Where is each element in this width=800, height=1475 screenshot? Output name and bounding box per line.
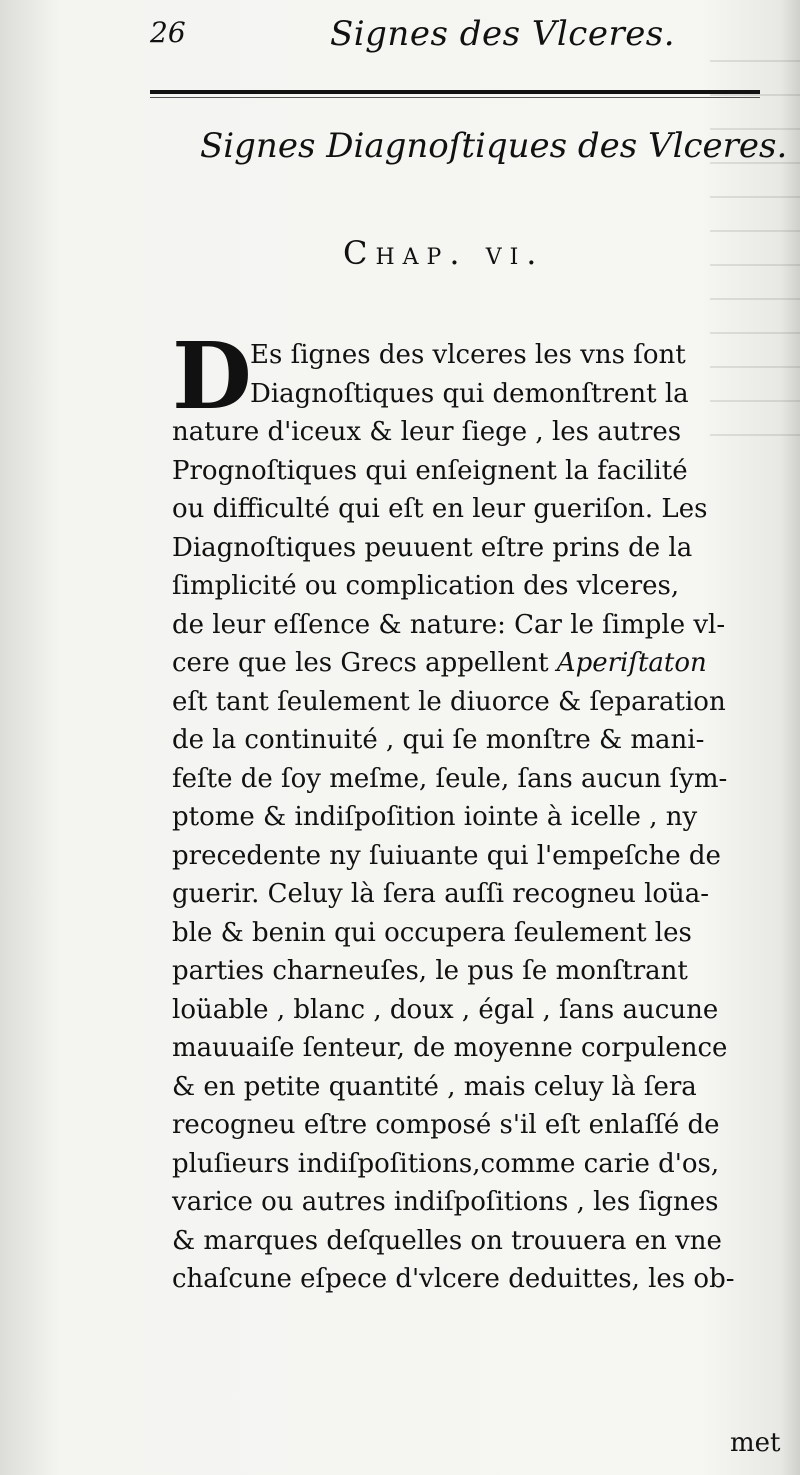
text-line: feſte de ſoy meſme, ſeule, ſans aucun ſym- (172, 763, 728, 794)
text-line: varice ou autres indiſpoſitions , les ſignes (172, 1187, 719, 1217)
chapter-heading: Chap. vi. (343, 234, 545, 272)
text-line: Es ſignes des vlceres les vns ſont (250, 340, 686, 370)
running-title: Signes des Vlceres. (330, 14, 676, 54)
section-title: Signes Diagnoſtiques des Vlceres. (200, 126, 788, 166)
page-number: 26 (150, 16, 186, 49)
text-line: de la continuité , qui ſe monſtre & mani- (172, 725, 705, 755)
text-line: guerir. Celuy là ſera auſſi recogneu loüa- (172, 879, 710, 909)
text-line: chaſcune eſpece d'vlcere deduittes, les ob- (172, 1264, 735, 1294)
greek-term: Aperiſtaton (556, 648, 707, 678)
text-line: ſimplicité ou complication des vlceres, (172, 571, 680, 601)
text-line: eſt tant ſeulement le diuorce & ſeparation (172, 686, 726, 717)
text-line: parties charneuſes, le pus ſe monſtrant (172, 956, 688, 986)
text-line: Prognoſtiques qui enſeignent la facilité (172, 455, 688, 486)
text-line: recogneu eſtre composé s'il eſt enlaſſé de (172, 1110, 720, 1140)
catchword: met (730, 1428, 781, 1458)
text-line (172, 644, 772, 683)
text-line: Diagnoſtiques qui demonſtrent la (250, 378, 689, 409)
header-rule (150, 90, 760, 94)
text-line: ble & benin qui occupera ſeulement les (172, 917, 692, 948)
header-rule-thin (150, 97, 760, 98)
text-line: nature d'iceux & leur ſiege , les autres (172, 417, 682, 447)
body-text (172, 322, 772, 1299)
text-line: mauuaiſe ſenteur, de moyenne corpulence (172, 1033, 728, 1063)
text-line: ou difficulté qui eſt en leur gueriſon. Les (172, 494, 708, 524)
text-line: pluſieurs indiſpoſitions,comme carie d'os, (172, 1148, 720, 1179)
text-line: ptome & indiſpoſition iointe à icelle , ny (172, 802, 698, 832)
text-line: Diagnoſtiques peuuent eſtre prins de la (172, 532, 693, 563)
text-line-start: cere que les Grecs appellent (172, 648, 557, 678)
text-line: & marques deſquelles on trouuera en vne (172, 1225, 722, 1256)
text-line: precedente ny ſuiuante qui l'empeſche de (172, 840, 721, 871)
text-line: loüable , blanc , doux , égal , ſans aucune (172, 994, 719, 1025)
text-line: de leur eſſence & nature: Car le ſimple vl- (172, 609, 726, 640)
drop-cap: D (172, 322, 252, 430)
running-head (150, 10, 760, 58)
text-line: & en petite quantité , mais celuy là ſera (172, 1071, 697, 1102)
